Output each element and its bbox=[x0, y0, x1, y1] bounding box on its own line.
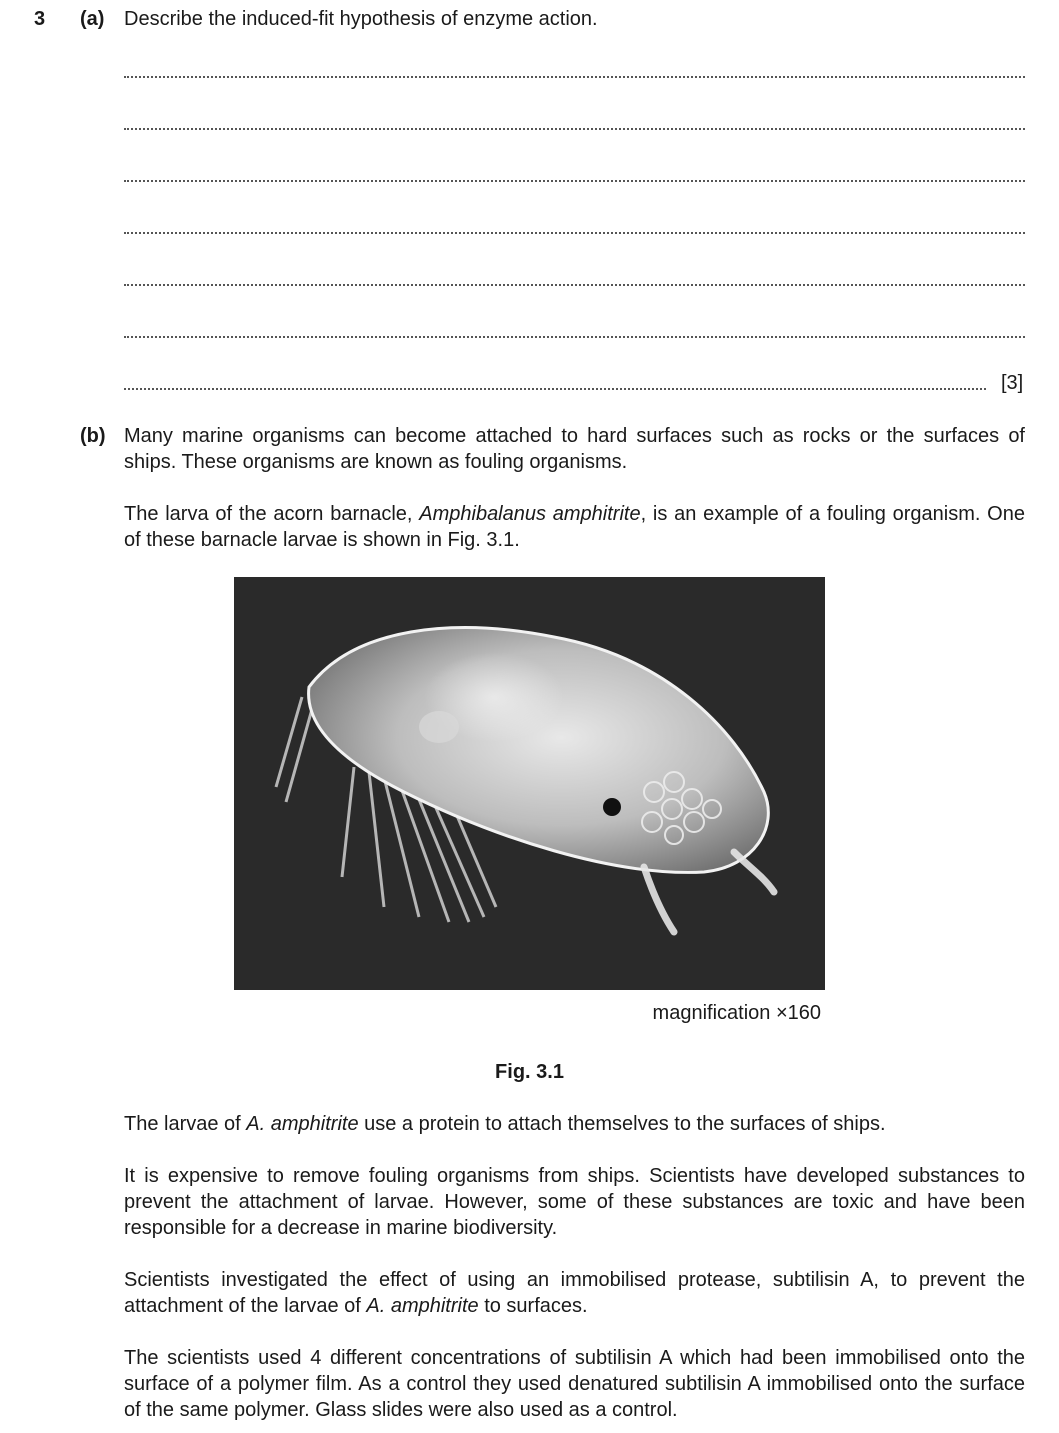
larva-illustration bbox=[234, 577, 825, 990]
text-span: The larvae of bbox=[124, 1113, 247, 1135]
answer-line[interactable] bbox=[124, 180, 1025, 182]
question-number: 3 bbox=[34, 8, 46, 30]
text-span: use a protein to attach themselves to the surfaces of ships. bbox=[358, 1113, 886, 1135]
answer-line[interactable] bbox=[124, 284, 1025, 286]
marks-allocation: [3] bbox=[1001, 372, 1024, 394]
part-b-paragraph-4: It is expensive to remove fouling organisms from ships. Scientists have developed substances to prevent the attachment of larvae. However, some of these substances are toxic and have been responsible for a decrease in marine biodiversity. bbox=[124, 1165, 1025, 1239]
species-name: A. amphitrite bbox=[246, 1113, 359, 1135]
answer-line[interactable] bbox=[124, 388, 986, 390]
part-b-paragraph-2 bbox=[124, 501, 1025, 553]
answer-line[interactable] bbox=[124, 232, 1025, 234]
species-name: Amphibalanus amphitrite bbox=[419, 503, 641, 525]
part-a-prompt: Describe the induced-fit hypothesis of enzyme action. bbox=[124, 8, 598, 30]
text-span: , is an example of a fouling organism. One of these barnacle larvae is shown in Fig. 3.1. bbox=[124, 503, 1025, 551]
magnification-label: magnification ×160 bbox=[652, 1002, 821, 1024]
figure-caption: Fig. 3.1 bbox=[495, 1061, 564, 1083]
part-b-paragraph-5 bbox=[124, 1267, 1025, 1319]
part-b-paragraph-1: Many marine organisms can become attached to hard surfaces such as rocks or the surfaces of ships. These organisms are known as fouling organisms. bbox=[124, 425, 1025, 473]
barnacle-larva-micrograph bbox=[234, 577, 825, 990]
answer-line[interactable] bbox=[124, 128, 1025, 130]
species-name: A. amphitrite bbox=[366, 1295, 479, 1317]
text-span: The larva of the acorn barnacle, bbox=[124, 503, 420, 525]
text-span: to surfaces. bbox=[478, 1295, 588, 1317]
part-b-paragraph-3 bbox=[124, 1111, 1025, 1137]
answer-line[interactable] bbox=[124, 76, 1025, 78]
part-a-label: (a) bbox=[80, 8, 105, 30]
text-span: Scientists investigated the effect of using an immobilised protease, subtilisin A, to prevent the attachment of the larvae of bbox=[124, 1269, 1025, 1317]
part-b-label: (b) bbox=[80, 425, 106, 447]
answer-line[interactable] bbox=[124, 336, 1025, 338]
part-b-paragraph-6: The scientists used 4 different concentrations of subtilisin A which had been immobilised onto the surface of a polymer film. As a control they used denatured subtilisin A immobilised onto the surface of the same polymer. Glass slides were also used as a control. bbox=[124, 1347, 1025, 1421]
